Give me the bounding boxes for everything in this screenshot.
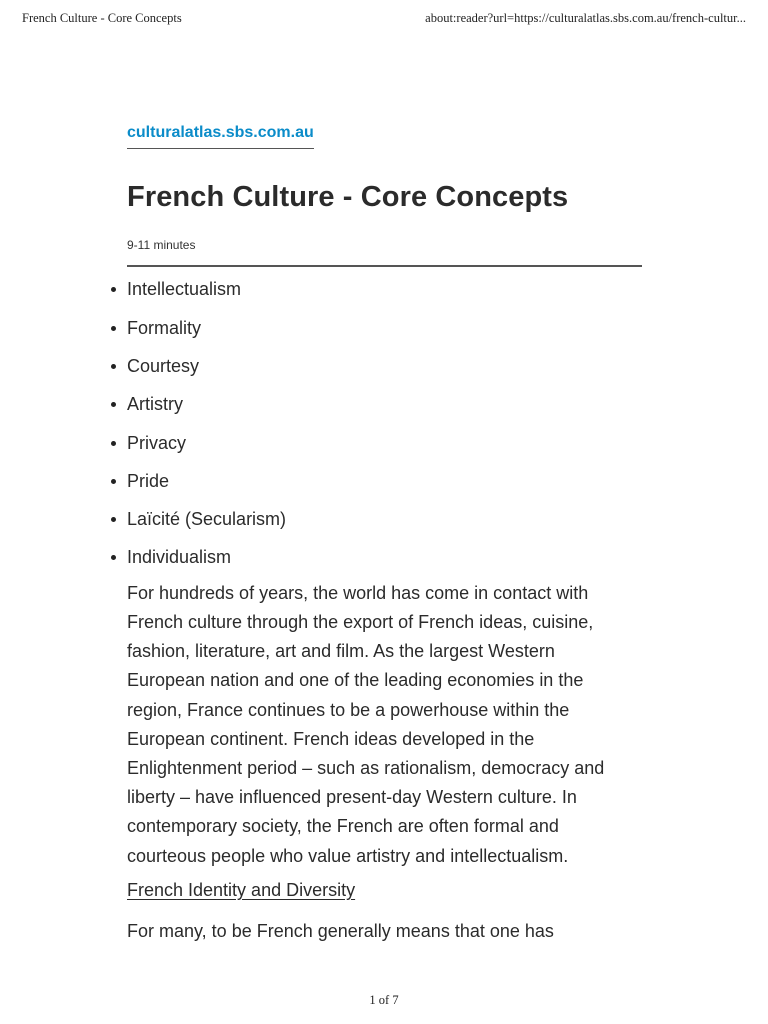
bullet-icon [111,479,116,484]
list-item [127,316,642,340]
bullet-icon [111,326,116,331]
intro-line: French culture through the export of French ideas, cuisine, [127,611,594,632]
section-link-french-identity[interactable]: French Identity and Diversity [127,879,356,900]
concept-label: Formality [127,317,202,338]
intro-line: European nation and one of the leading economies in the [127,670,584,691]
intro-line: liberty – have influenced present-day Western culture. In [127,787,577,808]
list-item [127,277,642,301]
intro-line: Enlightenment period – such as rationalism, democracy and [127,757,605,778]
list-item [127,545,642,569]
intro-paragraph [127,579,647,871]
list-item [127,392,642,416]
site-link[interactable]: culturalatlas.sbs.com.au [127,124,314,149]
list-item [127,354,642,378]
page-title: French Culture - Core Concepts [127,181,569,213]
bullet-icon [111,402,116,407]
concept-label: Individualism [127,547,232,568]
concept-label: Courtesy [127,355,200,376]
intro-line: region, France continues to be a powerhouse within the [127,699,570,720]
print-header [22,11,746,31]
intro-line: European continent. French ideas developed in the [127,728,535,749]
next-paragraph: For many, to be French generally means that one has [127,920,554,941]
list-item [127,469,642,493]
concepts-list [127,277,642,569]
print-header-url: about:reader?url=https://culturalatlas.sbs.com.au/french-cultur... [425,11,746,25]
bullet-icon [111,364,116,369]
concept-label: Pride [127,470,170,491]
bullet-icon [111,287,116,292]
print-header-title: French Culture - Core Concepts [22,11,182,25]
bullet-icon [111,517,116,522]
bullet-icon [111,555,116,560]
intro-line: courteous people who value artistry and intellectualism. [127,845,569,866]
intro-line: fashion, literature, art and film. As the largest Western [127,641,555,662]
concept-label: Laïcité (Secularism) [127,509,287,530]
article [127,120,642,946]
list-item [127,431,642,455]
concept-label: Artistry [127,394,183,415]
list-item [127,507,642,531]
page-indicator: 1 of 7 [369,993,399,1007]
reading-time: 9-11 minutes [127,238,196,253]
bullet-icon [111,441,116,446]
intro-line: contemporary society, the French are often formal and [127,816,559,837]
concept-label: Intellectualism [127,279,242,300]
concept-label: Privacy [127,432,187,453]
divider [127,265,642,267]
intro-line: For hundreds of years, the world has come in contact with [127,582,589,603]
